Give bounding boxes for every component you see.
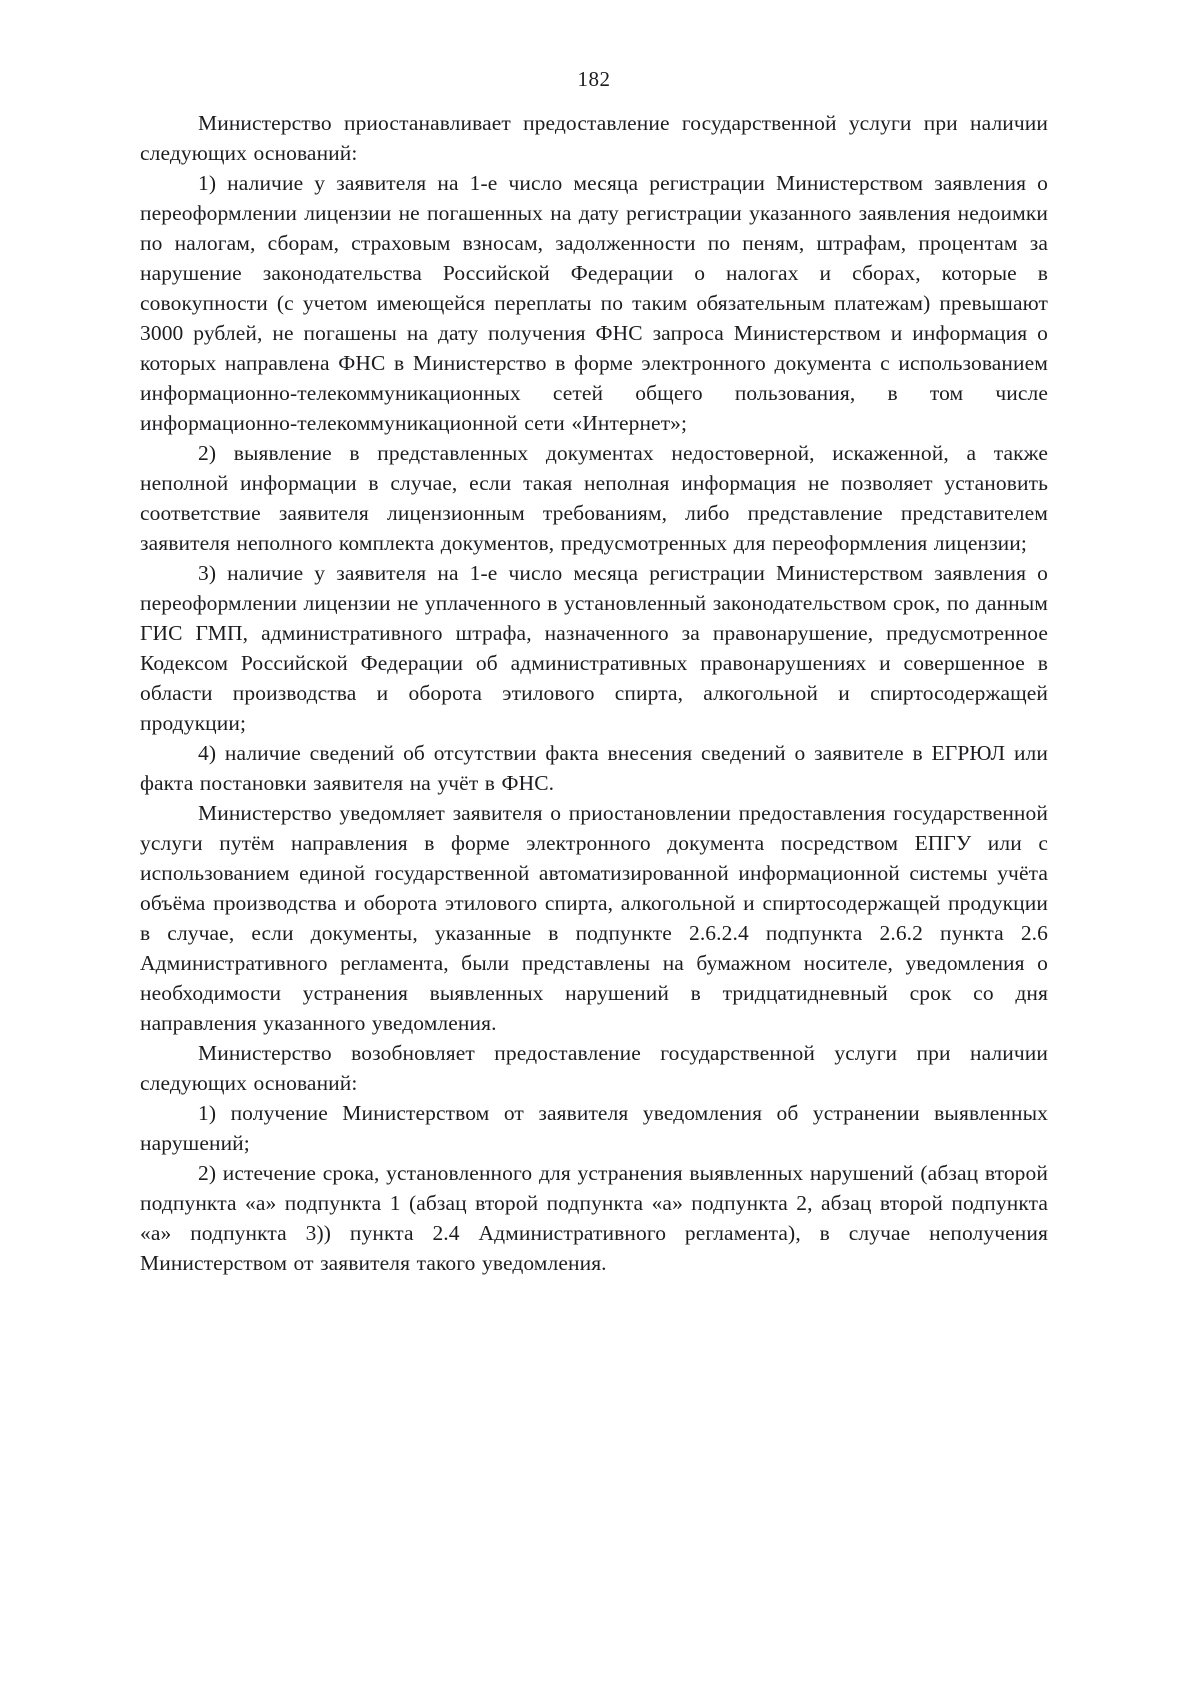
paragraph-grounds-item-1: 1) наличие у заявителя на 1-е число месяца регистрации Министерством заявления о переоформлении лицензии не погашенных на дату регистрации указанного заявления недоимки по налогам, сборам, страховым взносам, задолженности по пеням, штрафам, процентам за нарушение законодательства Российской Федерации о налогах и сборах, которые в совокупности (с учетом имеющейся переплаты по таким обязательным платежам) превышают 3000 рублей, не погашены на дату получения ФНС запроса Министерством и информация о которых направлена ФНС в Министерство в форме электронного документа с использованием информационно-телекоммуникационных сетей общего пользования, в том числе информационно-телекоммуникационной сети «Интернет»; xyxy=(140,171,1048,435)
paragraph-grounds-item-3: 3) наличие у заявителя на 1-е число месяца регистрации Министерством заявления о переоформлении лицензии не уплаченного в установленный законодательством срок, по данным ГИС ГМП, административного штрафа, назначенного за правонарушение, предусмотренное Кодексом Российской Федерации об административных правонарушениях и совершенное в области производства и оборота этилового спирта, алкогольной и спиртосодержащей продукции; xyxy=(140,561,1048,735)
paragraph-resume-item-2: 2) истечение срока, установленного для устранения выявленных нарушений (абзац второй подпункта «а» подпункта 1 (абзац второй подпункта «а» подпункта 2, абзац второй подпункта «а» подпункта 3)) пункта 2.4 Административного регламента), в случае неполучения Министерством от заявителя такого уведомления. xyxy=(140,1161,1048,1275)
paragraph-grounds-item-2: 2) выявление в представленных документах недостоверной, искаженной, а также неполной информации в случае, если такая неполная информация не позволяет установить соответствие заявителя лицензионным требованиям, либо представление представителем заявителя неполного комплекта документов, предусмотренных для переоформления лицензии; xyxy=(140,441,1048,555)
paragraph-resume-item-1: 1) получение Министерством от заявителя уведомления об устранении выявленных нарушений; xyxy=(140,1101,1048,1155)
document-body xyxy=(140,108,1048,1278)
paragraph-grounds-item-4: 4) наличие сведений об отсутствии факта внесения сведений о заявителе в ЕГРЮЛ или факта постановки заявителя на учёт в ФНС. xyxy=(140,741,1048,795)
paragraph-suspension-intro: Министерство приостанавливает предоставление государственной услуги при наличии следующих оснований: xyxy=(140,111,1048,165)
page-number: 182 xyxy=(577,67,611,91)
paragraph-notification: Министерство уведомляет заявителя о приостановлении предоставления государственной услуги путём направления в форме электронного документа посредством ЕПГУ или с использованием единой государственной автоматизированной информационной системы учёта объёма производства и оборота этилового спирта, алкогольной и спиртосодержащей продукции в случае, если документы, указанные в подпункте 2.6.2.4 подпункта 2.6.2 пункта 2.6 Административного регламента, были представлены на бумажном носителе, уведомления о необходимости устранения выявленных нарушений в тридцатидневный срок со дня направления указанного уведомления. xyxy=(140,801,1048,1035)
paragraph-resume-intro: Министерство возобновляет предоставление государственной услуги при наличии следующих оснований: xyxy=(140,1041,1048,1095)
